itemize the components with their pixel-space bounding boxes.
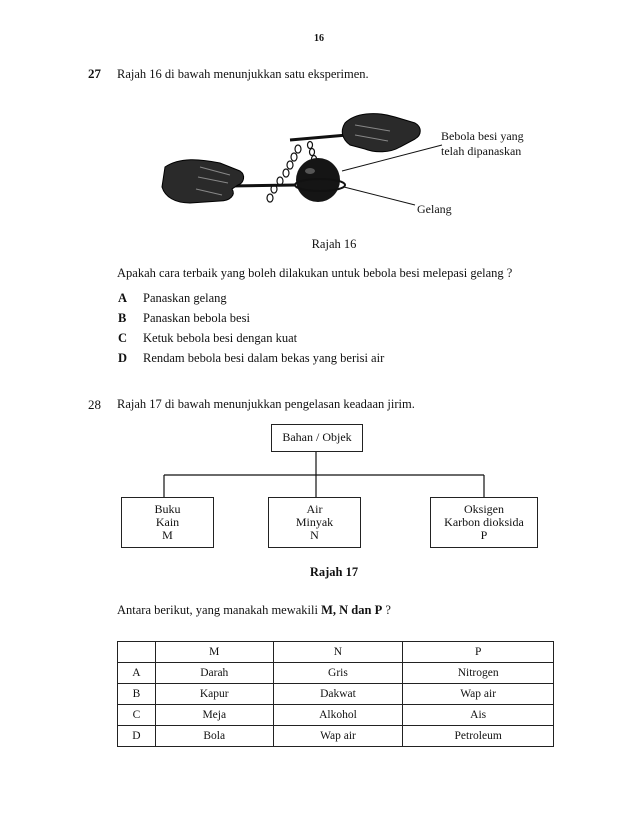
left-item-1: Buku bbox=[154, 502, 181, 516]
question-27-stem: Rajah 16 di bawah menunjukkan satu eksperimen. bbox=[117, 67, 369, 81]
table-row bbox=[118, 663, 554, 684]
option-27-b-letter: B bbox=[118, 311, 127, 325]
table-cell: Dakwat bbox=[273, 684, 403, 705]
option-27-c-text: Ketuk bebola besi dengan kuat bbox=[143, 331, 298, 345]
question-28-stem: Rajah 17 di bawah menunjukkan pengelasan keadaan jirim. bbox=[117, 397, 415, 411]
question-28-bold: M, N dan P bbox=[321, 603, 383, 617]
table-cell: B bbox=[118, 684, 156, 705]
middle-category-box bbox=[268, 497, 361, 548]
right-item-3: P bbox=[480, 528, 488, 542]
table-cell: Gris bbox=[273, 663, 403, 684]
page-number: 16 bbox=[314, 33, 324, 44]
table-cell: Kapur bbox=[155, 684, 273, 705]
question-28-prefix: Antara berikut, yang manakah mewakili bbox=[117, 603, 322, 617]
middle-item-2: Minyak bbox=[295, 515, 334, 529]
table-header-cell: N bbox=[273, 642, 403, 663]
question-27-number: 27 bbox=[88, 66, 101, 81]
ring-label: Gelang bbox=[417, 202, 452, 216]
table-header-cell: M bbox=[155, 642, 273, 663]
answer-table bbox=[117, 641, 554, 747]
table-cell: A bbox=[118, 663, 156, 684]
question-28-text bbox=[117, 603, 391, 618]
table-cell: Darah bbox=[155, 663, 273, 684]
right-category-box bbox=[430, 497, 538, 548]
option-27-c-letter: C bbox=[118, 331, 128, 345]
ball-label-line2: telah dipanaskan bbox=[441, 144, 522, 158]
option-27-d-text: Rendam bebola besi dalam bekas yang berisi air bbox=[143, 351, 385, 365]
middle-item-3: N bbox=[310, 528, 319, 542]
table-header-cell bbox=[118, 642, 156, 663]
table-cell: Alkohol bbox=[273, 705, 403, 726]
figure-16-caption: Rajah 16 bbox=[311, 237, 357, 251]
table-cell: Wap air bbox=[273, 726, 403, 747]
figure-17-caption: Rajah 17 bbox=[309, 565, 359, 579]
table-header-cell: P bbox=[403, 642, 554, 663]
left-category-box bbox=[121, 497, 214, 548]
question-28-number: 28 bbox=[88, 397, 101, 412]
table-cell: Ais bbox=[403, 705, 554, 726]
table-row bbox=[118, 726, 554, 747]
table-cell: Wap air bbox=[403, 684, 554, 705]
option-27-d-letter: D bbox=[118, 351, 128, 365]
table-cell: Nitrogen bbox=[403, 663, 554, 684]
option-27-a-text: Panaskan gelang bbox=[143, 291, 227, 305]
table-row bbox=[118, 684, 554, 705]
question-27-text: Apakah cara terbaik yang boleh dilakukan untuk bebola besi melepasi gelang ? bbox=[117, 266, 513, 280]
option-27-b-text: Panaskan bebola besi bbox=[143, 311, 250, 325]
table-cell: C bbox=[118, 705, 156, 726]
table-cell: Meja bbox=[155, 705, 273, 726]
table-cell: Bola bbox=[155, 726, 273, 747]
table-row bbox=[118, 705, 554, 726]
question-28-suffix: ? bbox=[382, 603, 391, 617]
middle-item-1: Air bbox=[306, 502, 323, 516]
right-item-1: Oksigen bbox=[464, 502, 504, 516]
option-27-a-letter: A bbox=[118, 291, 128, 305]
table-header-row bbox=[118, 642, 554, 663]
root-box: Bahan / Objek bbox=[271, 424, 363, 452]
left-item-2: Kain bbox=[155, 515, 180, 529]
left-item-3: M bbox=[162, 528, 173, 542]
right-item-2: Karbon dioksida bbox=[444, 515, 524, 529]
ball-label-line1: Bebola besi yang bbox=[441, 129, 524, 143]
table-cell: Petroleum bbox=[403, 726, 554, 747]
table-cell: D bbox=[118, 726, 156, 747]
